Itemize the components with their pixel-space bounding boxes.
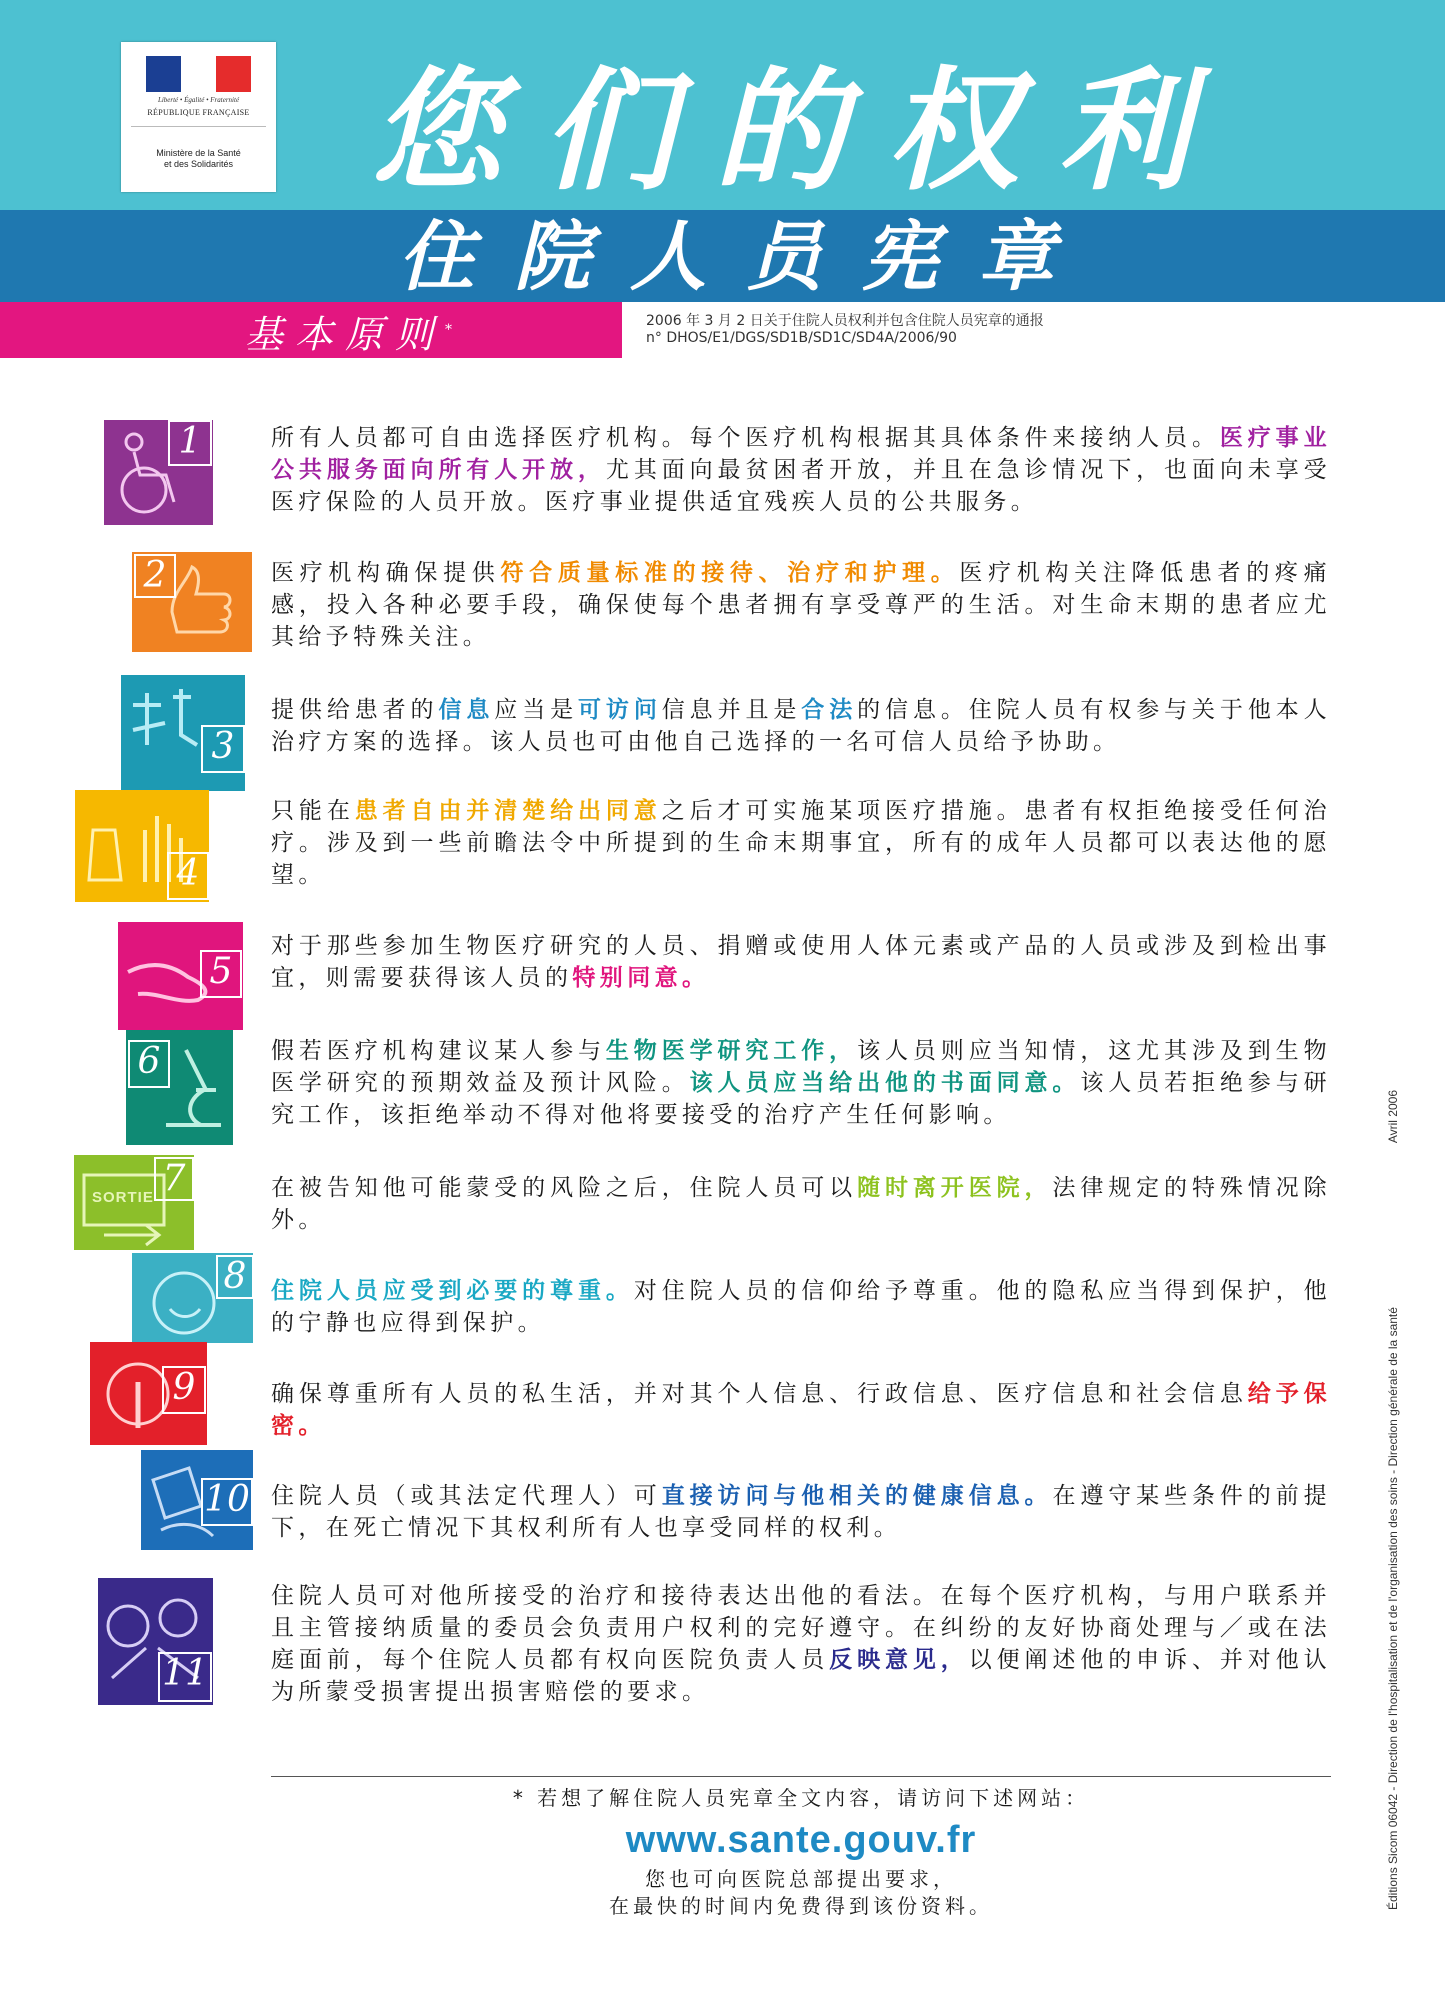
principle-4-text — [271, 795, 1331, 891]
principle-4-highlight: 患者自由并清楚给出同意 — [354, 798, 662, 824]
principle-9-highlight: 给予保密。 — [271, 1381, 1331, 1439]
principle-7-text — [271, 1172, 1331, 1236]
logo-divider — [131, 126, 266, 127]
footer-request-line-1: 您也可向医院总部提出要求， — [645, 1867, 957, 1891]
principle-6-highlight-2: 该人员应当给出他的书面同意。 — [689, 1070, 1081, 1096]
principle-3-highlight-3: 合法 — [801, 697, 858, 723]
side-credit-text: Éditions Sicom 06042 - Direction de l'hospitalisation et de l'organisation des soins - Direction générale de la santé — [1386, 1307, 1400, 1910]
section-label-text: 基本原则 — [245, 312, 446, 357]
principle-8-text-a: 对住院人员的信仰给予尊重。他的隐私应当得到保护，他的宁静也应得到保护。 — [271, 1278, 1332, 1336]
principle-6-highlight-1: 生物医学研究工作， — [605, 1038, 858, 1064]
principle-3-text-c: 信息并且是 — [661, 697, 802, 723]
reference-line-1: 2006 年 3 月 2 日关于住院人员权利并包含住院人员宪章的通报 — [646, 313, 1044, 329]
side-credit-date: Avril 2006 — [1386, 1090, 1400, 1144]
principle-6-text-c: 该人员若拒绝参与研究工作，该拒绝举动不得对他将要接受的治疗产生任何影响。 — [271, 1070, 1332, 1128]
principle-9-text-a: 确保尊重所有人员的私生活，并对其个人信息、行政信息、医疗信息和社会信息 — [271, 1381, 1248, 1407]
principle-10-highlight: 直接访问与他相关的健康信息。 — [661, 1483, 1053, 1509]
principle-11-text — [271, 1580, 1331, 1708]
footer-request-line-2: 在最快的时间内免费得到该份资料。 — [609, 1894, 993, 1918]
marianne-flag-icon — [146, 56, 251, 92]
principle-4-text-a: 只能在 — [271, 798, 355, 824]
logo-republic: RÉPUBLIQUE FRANÇAISE — [147, 108, 250, 117]
principle-7-highlight: 随时离开医院， — [857, 1175, 1053, 1201]
principle-6-tile — [126, 1030, 233, 1145]
principle-2-text-b: 医疗机构关注降低患者的疼痛感，投入各种必要手段，确保使每个患者拥有享受尊严的生活。对生命末期的患者应尤其给予特殊关注。 — [271, 560, 1332, 650]
principle-3-tile — [121, 675, 245, 791]
principle-1-tile — [104, 420, 213, 525]
principle-6-text-a: 假若医疗机构建议某人参与 — [271, 1038, 606, 1064]
footer-request-text — [271, 1866, 1331, 1920]
principle-3-highlight-1: 信息 — [438, 697, 495, 723]
principle-11-number: 11 — [158, 1652, 212, 1702]
principle-5-number: 5 — [200, 950, 242, 998]
principle-6-number: 6 — [128, 1040, 170, 1088]
footer-note: * 若想了解住院人员宪章全文内容，请访问下述网站： — [512, 1786, 1090, 1810]
footer-website-link[interactable]: www.sante.gouv.fr — [625, 1819, 977, 1861]
principle-2-text-a: 医疗机构确保提供 — [271, 560, 501, 586]
principle-4-text-b: 之后才可实施某项医疗措施。患者有权拒绝接受任何治疗。涉及到一些前瞻法令中所提到的生命末期事宜，所有的成年人员都可以表达他的愿望。 — [271, 798, 1331, 888]
footer-divider — [271, 1776, 1331, 1777]
principle-10-number: 10 — [201, 1478, 253, 1526]
logo-ministry-line2: et des Solidarités — [163, 159, 234, 169]
principle-9-number: 9 — [162, 1366, 206, 1414]
principle-3-text — [271, 694, 1331, 758]
principle-11-highlight: 反映意见， — [829, 1647, 969, 1673]
principle-10-tile — [141, 1450, 253, 1550]
principle-7-tile — [74, 1155, 194, 1250]
principle-1-highlight: 医疗事业公共服务面向所有人开放， — [271, 425, 1331, 483]
logo-motto: Liberté • Égalité • Fraternité — [157, 96, 240, 104]
principle-8-number: 8 — [216, 1255, 253, 1299]
principle-6-text — [271, 1035, 1331, 1131]
principle-3-highlight-2: 可访问 — [578, 697, 662, 723]
reference-text — [646, 313, 1044, 347]
principle-10-text-a: 住院人员（或其法定代理人）可 — [271, 1483, 662, 1509]
page-title: 您们的权利 — [370, 54, 1230, 209]
principle-7-sign-text: SORTIE — [92, 1189, 154, 1206]
principle-2-number: 2 — [134, 554, 176, 598]
principle-9-text — [271, 1378, 1331, 1442]
principle-2-tile — [132, 552, 252, 652]
section-label-mark: * — [445, 322, 453, 338]
principle-3-text-b: 应当是 — [494, 697, 579, 723]
principle-4-tile — [75, 790, 209, 902]
reference-line-2: n° DHOS/E1/DGS/SD1B/SD1C/SD4A/2006/90 — [646, 330, 957, 346]
principle-11-tile — [98, 1578, 213, 1705]
principle-11-text-a: 住院人员可对他所接受的治疗和接待表达出他的看法。在每个医疗机构，与用户联系并且主管接纳质量的委员会负责用户权利的完好遵守。在纠纷的友好协商处理与／或在法庭面前，每个住院人员都有权向医院负责人员 — [271, 1583, 1331, 1673]
principle-4-number: 4 — [167, 852, 209, 900]
section-label — [245, 306, 452, 359]
principle-5-text — [271, 930, 1331, 994]
principle-10-text-b: 在遵守某些条件的前提下，在死亡情况下其权利所有人也享受同样的权利。 — [271, 1483, 1332, 1541]
principle-1-number: 1 — [168, 420, 212, 466]
principle-7-text-a: 在被告知他可能蒙受的风险之后，住院人员可以 — [271, 1175, 858, 1201]
principle-9-tile — [90, 1342, 207, 1445]
principle-8-highlight: 住院人员应受到必要的尊重。 — [271, 1278, 634, 1304]
principle-10-text — [271, 1480, 1331, 1544]
principle-8-tile — [132, 1253, 253, 1343]
principle-11-text-b: 以便阐述他的申诉、并对他认为所蒙受损害提出损害赔偿的要求。 — [271, 1647, 1332, 1705]
principle-1-text-b: 尤其面向最贫困者开放，并且在急诊情况下，也面向未享受医疗保险的人员开放。医疗事业提供适宜残疾人员的公共服务。 — [271, 457, 1331, 515]
principle-5-highlight: 特别同意。 — [572, 965, 710, 991]
side-credit — [1385, 1090, 1401, 1910]
principle-5-tile — [118, 922, 243, 1030]
principle-1-text-a: 所有人员都可自由选择医疗机构。每个医疗机构根据其具体条件来接纳人员。 — [271, 425, 1220, 451]
principle-3-text-d: 的信息。住院人员有权参与关于他本人治疗方案的选择。该人员也可由他自己选择的一名可信人员给予协助。 — [271, 697, 1332, 755]
principle-8-text — [271, 1275, 1331, 1339]
principle-5-text-a: 对于那些参加生物医疗研究的人员、捐赠或使用人体元素或产品的人员或涉及到检出事宜，则需要获得该人员的 — [271, 933, 1331, 991]
principle-7-number: 7 — [154, 1157, 194, 1201]
principle-2-text — [271, 557, 1331, 653]
republique-francaise-logo — [121, 42, 276, 192]
logo-ministry — [125, 148, 272, 170]
principle-2-highlight: 符合质量标准的接待、治疗和护理。 — [500, 560, 960, 586]
principle-6-text-b: 该人员则应当知情，这尤其涉及到生物医学研究的预期效益及预计风险。 — [271, 1038, 1331, 1096]
principle-1-text — [271, 422, 1331, 518]
logo-ministry-line1: Ministère de la Santé — [156, 148, 241, 158]
principle-3-text-a: 提供给患者的 — [271, 697, 439, 723]
principle-3-number: 3 — [201, 725, 245, 773]
page-subtitle: 住院人员宪章 — [398, 212, 1094, 301]
principle-7-text-b: 法律规定的特殊情况除外。 — [271, 1175, 1331, 1233]
